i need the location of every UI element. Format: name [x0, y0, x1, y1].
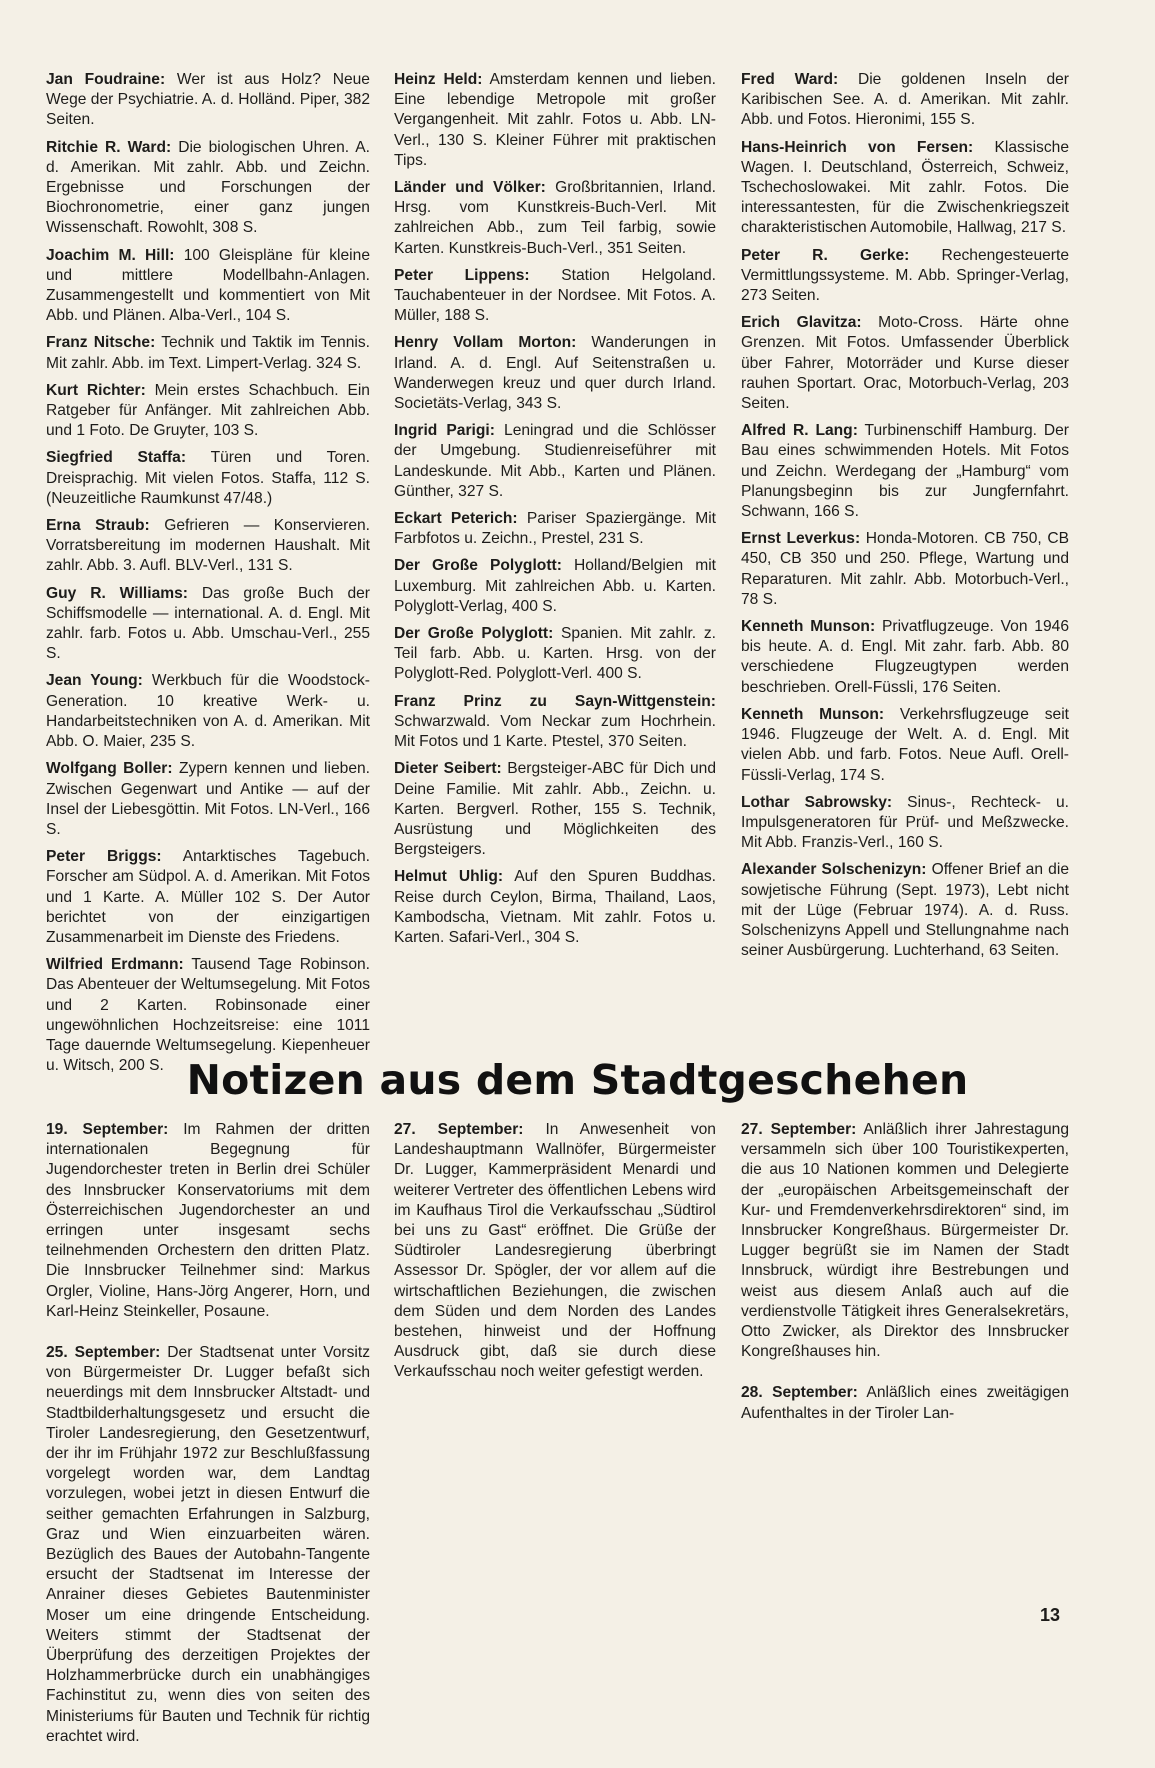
book-entry — [741, 617, 1069, 698]
book-description: Zypern kennen und lieben. Zwischen Gegenwart und Antike — auf der Insel der Liebesgöttin. Mit Fotos. LN-Verl., 166 S. — [46, 760, 370, 838]
book-entry — [741, 860, 1069, 961]
book-entry — [394, 867, 716, 948]
book-entry — [741, 313, 1069, 414]
book-description: Gefrieren — Konservieren. Vorratsbereitung im modernen Haushalt. Mit zahlr. Abb. 3. Aufl. BLV-Verl., 131 S. — [46, 517, 370, 575]
page-number: 13 — [1040, 1605, 1061, 1625]
news-text: Anläßlich ihrer Jahrestagung versammeln sich über 100 Touristikexperten, die aus 10 Nationen kommen und Delegierte der „europäischen Arbeitsgemeinschaft der Kur- und Fremdenverkehrsdirektoren“ sind, im Innsbrucker Kongreßhaus. Bürgermeister Dr. Lugger begrüßt sie im Namen der Stadt Innsbruck, würdigt ihre Bestrebungen und weist aus diesem Anlaß auch auf die verdienstvolle Tätigkeit ihres Generalsekretärs, Otto Zwicker, als Direktor des Innsbrucker Kongreßhauses hin. — [741, 1121, 1069, 1361]
book-entry — [46, 847, 370, 948]
book-entry — [741, 705, 1069, 786]
book-description: Wer ist aus Holz? Neue Wege der Psychiatrie. A. d. Holländ. Piper, 382 Seiten. — [46, 71, 370, 129]
book-description: Klassische Wagen. I. Deutschland, Österreich, Schweiz, Tschechoslowakei. Mit zahlr. Fotos. Die interessantesten, für die Zwischenkriegszeit charakteristischen Automobile, Hallwag, 217 S. — [741, 138, 1069, 237]
book-entry — [46, 70, 370, 131]
book-author: Länder und Völker: — [394, 179, 546, 197]
book-entry — [741, 421, 1069, 522]
book-author: Jan Foudraine: — [46, 71, 166, 88]
news-item — [741, 1383, 1069, 1423]
book-description: Bergsteiger-ABC für Dich und Deine Familie. Mit zahlr. Abb., Zeichn. u. Karten. Bergverl. Rother, 155 S. Technik, Ausrüstung und Möglichkeiten des Bergsteigers. — [394, 760, 716, 859]
book-description: Holland/Belgien mit Luxemburg. Mit zahlreichen Abb. u. Karten. Polyglott-Verlag, 400 S. — [394, 557, 717, 615]
book-author: Erna Straub: — [46, 517, 150, 535]
book-entry — [46, 516, 370, 577]
book-description: Rechengesteuerte Vermittlungssysteme. M. Abb. Springer-Verlag, 273 Seiten. — [741, 246, 1069, 305]
book-description: Auf den Spuren Buddhas. Reise durch Ceylon, Birma, Thailand, Laos, Kambodscha, Vietnam. Mit zahlr. Fotos u. Karten. Safari-Verl., 304 S. — [394, 868, 716, 946]
book-author: Kurt Richter: — [46, 381, 146, 399]
book-entry — [394, 266, 716, 327]
news-column-3 — [741, 1120, 1069, 1445]
book-entry — [741, 529, 1069, 610]
book-entry — [394, 70, 716, 171]
book-description: Honda-Motoren. CB 750, CB 450, CB 350 und 250. Pflege, Wartung und Reparaturen. Mit zahlr. Abb. Motorbuch-Verl., 78 S. — [741, 530, 1069, 608]
book-entry — [741, 138, 1069, 239]
book-author: Der Große Polyglott: — [394, 625, 554, 643]
book-author: Eckart Peterich: — [394, 510, 518, 528]
news-column-2 — [394, 1120, 716, 1404]
book-entry — [394, 556, 716, 617]
section-headline: Notizen aus dem Stadtgeschehen — [186, 1056, 969, 1104]
book-author: Dieter Seibert: — [394, 760, 502, 778]
book-description: Das große Buch der Schiffsmodelle — international. A. d. Engl. Mit zahlr. farb. Fotos u. Abb. Umschau-Verl., 255 S. — [46, 584, 370, 663]
book-author: Siegfried Staffa: — [46, 449, 187, 467]
book-author: Helmut Uhlig: — [394, 868, 504, 886]
book-author: Kenneth Munson: — [741, 705, 885, 723]
book-description: 100 Gleispläne für kleine und mittlere Modellbahn-Anlagen. Zusammengestellt und kommentiert von Mit Abb. und Plänen. Alba-Verl., 104 S. — [46, 246, 370, 325]
book-description: Großbritannien, Irland. Hrsg. vom Kunstkreis-Buch-Verl. Mit zahlreichen Abb., zum Teil farbig, sowie Karten. Kunstkreis-Buch-Verl., 351 Seiten. — [394, 179, 716, 257]
book-author: Guy R. Williams: — [46, 584, 188, 602]
book-description: Technik und Taktik im Tennis. Mit zahlr. Abb. im Text. Limpert-Verlag. 324 S. — [46, 334, 370, 372]
book-entry — [394, 178, 716, 259]
book-description: Spanien. Mit zahlr. z. Teil farb. Abb. u. Karten. Hrsg. von der Polyglott-Red. Polyglott-Verl. 400 S. — [394, 625, 716, 683]
book-list-column-2 — [394, 70, 716, 955]
book-author: Joachim M. Hill: — [46, 246, 175, 264]
book-author: Ernst Leverkus: — [741, 530, 861, 548]
book-description: Leningrad und die Schlösser der Umgebung. Studienreiseführer mit Landeskunde. Mit Abb., Karten und Plänen. Günther, 327 S. — [394, 422, 716, 500]
book-entry — [46, 246, 370, 327]
book-description: Pariser Spaziergänge. Mit Farbfotos u. Zeichn., Prestel, 231 S. — [394, 510, 716, 548]
book-author: Jean Young: — [46, 672, 143, 690]
book-author: Ingrid Parigi: — [394, 422, 495, 440]
book-author: Alfred R. Lang: — [741, 422, 858, 440]
book-description: Wanderungen in Irland. A. d. Engl. Auf Seitenstraßen u. Wanderwegen kreuz und quer durch Irland. Societäts-Verlag, 343 S. — [394, 334, 717, 413]
book-entry — [394, 509, 716, 549]
news-item — [741, 1120, 1069, 1362]
book-description: Die biologischen Uhren. A. d. Amerikan. Mit zahlr. Abb. und Zeichn. Ergebnisse und Forschungen der Biochronometrie, einer ganz jungen Wissenschaft. Rowohlt, 308 S. — [46, 138, 370, 237]
book-entry — [46, 448, 370, 509]
book-author: Wilfried Erdmann: — [46, 956, 184, 974]
book-description: Türen und Toren. Dreisprachig. Mit vielen Fotos. Staffa, 112 S. (Neuzeitliche Raumkunst 47/48.) — [46, 449, 370, 507]
book-description: Sinus-, Rechteck- u. Impulsgeneratoren für Prüf- und Meßzwecke. Mit Abb. Franzis-Verl., 160 S. — [741, 793, 1070, 852]
book-author: Franz Nitsche: — [46, 334, 156, 352]
book-author: Lothar Sabrowsky: — [741, 793, 893, 811]
book-description: Verkehrsflugzeuge seit 1946. Flugzeuge der Welt. A. d. Engl. Mit vielen Abb. und farb. Fotos. Neue Aufl. Orell-Füssli-Verlag, 174 S. — [741, 705, 1069, 784]
book-entry — [394, 759, 716, 860]
book-entry — [46, 671, 370, 752]
news-item — [46, 1120, 370, 1322]
book-author: Kenneth Munson: — [741, 618, 876, 636]
book-description: Werkbuch für die Woodstock-Generation. 10 kreative Werk- u. Handarbeitstechniken von A. d. Amerikan. Mit Abb. O. Maier, 235 S. — [46, 672, 370, 751]
news-text: Im Rahmen der dritten internationalen Begegnung für Jugendorchester treten in Berlin drei Schüler des Innsbrucker Konservatoriums mit dem Österreichischen Jugendorchester an und erringen unter insgesamt sechs teilnehmenden Orchestern den dritten Platz. Die Innsbrucker Teilnehmer sind: Markus Orgler, Violine, Hans-Jörg Angerer, Horn, und Karl-Heinz Steinkeller, Posaune. — [46, 1121, 370, 1320]
book-entry — [394, 692, 716, 753]
news-date: 27. September: — [394, 1121, 524, 1138]
book-entry — [46, 333, 370, 373]
book-entry — [741, 793, 1069, 854]
book-description: Schwarzwald. Vom Neckar zum Hochrhein. Mit Fotos und 1 Karte. Ptestel, 370 Seiten. — [394, 712, 716, 751]
book-author: Alexander Solschenizyn: — [741, 861, 927, 879]
book-list-column-1 — [46, 70, 370, 1083]
news-item — [394, 1120, 716, 1383]
news-date: 25. September: — [46, 1344, 161, 1362]
book-description: Turbinenschiff Hamburg. Der Bau eines schwimmenden Hotels. Mit Fotos und Zeichn. Werdegang der „Hamburg“ vom Planungsbeginn bis zur Jungfernfahrt. Schwann, 166 S. — [741, 422, 1069, 521]
news-date: 27. September: — [741, 1121, 857, 1138]
news-column-1 — [46, 1120, 370, 1768]
book-author: Peter R. Gerke: — [741, 246, 910, 264]
book-author: Erich Glavitza: — [741, 314, 862, 332]
book-description: Offener Brief an die sowjetische Führung (Sept. 1973), Lebt nicht mit der Lüge (Februar 1974). A. d. Russ. Solschenizyns Appell und Stellungnahme nach seiner Ausbürgerung. Luchterhand, 63 Seiten. — [741, 861, 1069, 960]
book-author: Fred Ward: — [741, 71, 839, 88]
book-description: Tausend Tage Robinson. Das Abenteuer der Weltumsegelung. Mit Fotos und 2 Karten. Robinsonade einer ungewöhnlichen Hochzeitsreise: eine 1011 Tage dauernde Weltumsegelung. Kiepenheuer u. Witsch, 200 S. — [46, 956, 371, 1075]
book-entry — [394, 624, 716, 685]
news-date: 19. September: — [46, 1121, 169, 1138]
news-item — [46, 1343, 370, 1747]
news-text: Der Stadtsenat unter Vorsitz von Bürgermeister Dr. Lugger befaßt sich neuerdings mit dem Innsbrucker Altstadt- und Stadtbilderhaltungsgesetz und ersucht die Tiroler Landesregierung, den Gesetzentwurf, der ihr im Frühjahr 1972 zur Beschlußfassung vorgelegt worden war, dem Landtag vorzulegen, wobei jetzt in diesen Entwurf die seither gemachten Erfahrungen in Salzburg, Graz und Wien einzuarbeiten wären. Bezüglich des Baues der Autobahn-Tangente ersucht der Stadtsenat im Interesse der Anrainer dieses Gebietes Bautenminister Moser um eine dringende Entscheidung. Weiters stimmt der Stadtsenat der Überprüfung des derzeitigen Projektes der Holzhammerbrücke durch ein unabhängiges Fachinstitut zu, wenn dies von seiten des Ministeriums für Bauten und Technik für richtig erachtet wird. — [46, 1344, 370, 1745]
news-date: 28. September: — [741, 1384, 858, 1402]
book-entry — [741, 70, 1069, 131]
book-list-column-3 — [741, 70, 1069, 968]
book-author: Franz Prinz zu Sayn-Wittgenstein: — [394, 692, 716, 710]
book-author: Ritchie R. Ward: — [46, 138, 172, 156]
book-description: Moto-Cross. Härte ohne Grenzen. Mit Fotos. Umfassender Überblick über Fahrer, Motorräder und Kurse dieser rauhen Sportart. Orac, Motorbuch-Verlag, 203 Seiten. — [741, 314, 1069, 413]
book-author: Hans-Heinrich von Fersen: — [741, 138, 974, 156]
news-text: Anläßlich eines zweitägigen Aufenthaltes in der Tiroler Lan- — [741, 1384, 1069, 1422]
book-description: Amsterdam kennen und lieben. Eine lebendige Metropole mit großer Vergangenheit. Mit zahlr. Fotos u. Abb. LN-Verl., 130 S. Kleiner Führer mit praktischen Tips. — [394, 71, 716, 169]
book-author: Der Große Polyglott: — [394, 557, 562, 575]
book-author: Heinz Held: — [394, 71, 483, 88]
book-entry — [46, 138, 370, 239]
news-text: In Anwesenheit von Landeshauptmann Wallnöfer, Bürgermeister Dr. Lugger, Kammerpräsident Menardi und weiterer Vertreter des öffentlichen Lebens wird im Kaufhaus Tirol die Verkaufsschau „Südtirol bei uns zu Gast“ eröffnet. Die Grüße der Südtiroler Landesregierung überbringt Assessor Dr. Spögler, der vor allem auf die wirtschaftlichen Beziehungen, die zwischen dem Süden und dem Norden des Landes bestehen, hinweist und der Hoffnung Ausdruck gibt, daß sie durch diese Verkaufsschau noch weiter gefestigt werden. — [394, 1121, 716, 1381]
book-entry — [394, 421, 716, 502]
book-description: Privatflugzeuge. Von 1946 bis heute. A. d. Engl. Mit zahr. farb. Abb. 80 verschiedene Flugzeugtypen werden beschrieben. Orell-Füssli, 176 Seiten. — [741, 618, 1069, 696]
book-description: Mein erstes Schachbuch. Ein Ratgeber für Anfänger. Mit zahlreichen Abb. und 1 Foto. De Gruyter, 103 S. — [46, 381, 370, 440]
book-entry — [394, 333, 716, 414]
book-description: Antarktisches Tagebuch. Forscher am Südpol. A. d. Amerikan. Mit Fotos und 1 Karte. A. Müller 102 S. Der Autor berichtet von der einzigartigen Zusammenarbeit im Dienste des Friedens. — [46, 848, 371, 946]
book-entry — [46, 759, 370, 840]
book-entry — [46, 381, 370, 442]
book-entry — [741, 246, 1069, 307]
book-author: Henry Vollam Morton: — [394, 334, 577, 352]
book-description: Die goldenen Inseln der Karibischen See. A. d. Amerikan. Mit zahlr. Abb. und Fotos. Hieronimi, 155 S. — [741, 71, 1069, 129]
book-author: Peter Lippens: — [394, 266, 530, 284]
book-author: Peter Briggs: — [46, 848, 162, 866]
book-description: Station Helgoland. Tauchabenteuer in der Nordsee. Mit Fotos. A. Müller, 188 S. — [394, 266, 716, 325]
book-entry — [46, 584, 370, 665]
book-author: Wolfgang Boller: — [46, 760, 173, 778]
